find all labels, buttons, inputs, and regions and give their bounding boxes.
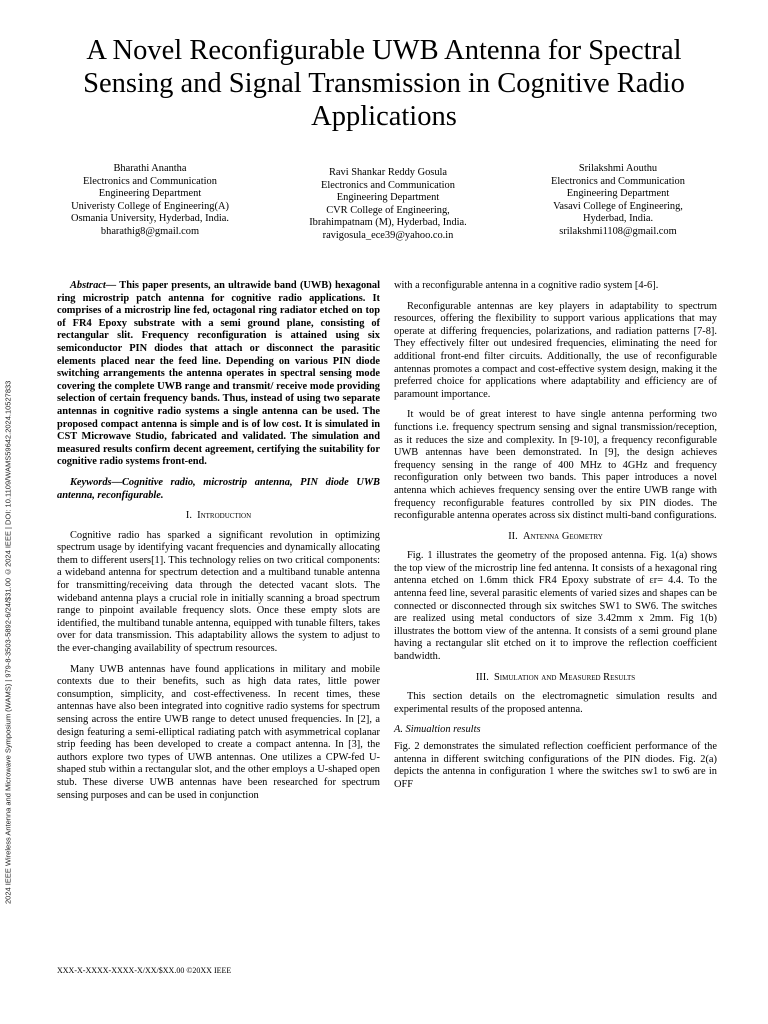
- author-affiliation: CVR College of Engineering,: [326, 204, 450, 216]
- paragraph: Fig. 1 illustrates the geometry of the proposed antenna. Fig. 1(a) shows the top view of the microstrip line fed antenna. It consists of a hexagonal ring antenna etched on 1.6mm thick FR4 Epoxy substrate of εr= 4.4. To the antenna feed line, several parasitic elements of varied sizes and shapes can be connected or disconnected through six switches SW1 to SW6. The switches are realized using metal conductors of size 3.42mm x 2mm. Fig 1(b) illustrates the bottom view of the antenna. It consists of a semi ground plane having a rectangular slit etched on it to improve the reflection coefficient bandwidth.: [394, 550, 717, 663]
- section-number: III.: [475, 671, 489, 683]
- abstract-label: Abstract—: [70, 280, 117, 291]
- paragraph: This section details on the electromagnetic simulation results and experimental results of the proposed antenna.: [394, 691, 717, 715]
- author-3: [508, 163, 728, 239]
- paragraph: Reconfigurable antennas are key players in adaptability to spectrum resources, offering the flexibility to support various applications that may operate at differing frequencies, polarizations, and radiation patterns [7-8]. They effectively filter out undesired frequencies, eliminating the need for additional front-end filter circuits. Additionally, the use of reconfigurable antennas promotes a compact and cost-effective system design, making it the preferred choice for applications where adaptability and efficiency are of paramount importance.: [394, 300, 717, 400]
- author-affiliation: Engineering Department: [566, 188, 670, 200]
- author-affiliation: Ibrahimpatnam (M), Hyderbad, India.: [309, 217, 467, 229]
- section-title: Antenna Geometry: [522, 530, 603, 542]
- author-2: [278, 167, 498, 243]
- author-affiliation: Electronics and Communication: [321, 179, 455, 191]
- author-block: [40, 163, 728, 243]
- section-heading-results: [394, 672, 717, 685]
- author-affiliation: Osmania University, Hyderbad, India.: [70, 213, 230, 225]
- author-affiliation: Engineering Department: [98, 188, 202, 200]
- right-column: [394, 280, 717, 799]
- author-affiliation: Vasavi College of Engineering,: [553, 200, 683, 212]
- subsection-heading: A. Simualtion results: [394, 724, 481, 736]
- paragraph: Fig. 2 demonstrates the simulated reflection coefficient performance of the antenna in different switching configurations of the PIN diodes. Fig. 2(a) depicts the antenna in configuration 1 where the switches sw1 to sw6 are in OFF: [394, 741, 717, 790]
- copyright-footer: XXX-X-XXXX-XXXX-X/XX/$XX.00 ©20XX IEEE: [57, 966, 232, 975]
- side-metadata: 2024 IEEE Wireless Antenna and Microwave Symposium (WAMS) | 979-8-3503-5892-6/24/$31.00 ©2024 IEEE | DOI: 10.1109/WAMS59642.2024.10527833: [3, 380, 13, 905]
- author-email: ravigosula_ece39@yahoo.co.in: [322, 229, 454, 241]
- left-column: [57, 280, 380, 810]
- author-name: Ravi Shankar Reddy Gosula: [328, 167, 448, 178]
- paragraph: Many UWB antennas have found applications in military and mobile contexts due to their benefits, such as high data rates, little power consumption, simplicity, and cost-effectiveness. In recent times, these antennas have also been integrated into cognitive radio systems for spectrum sensing across the entire UWB range to detect unused frequencies. In [2], a design featuring a semi-elliptical radiating patch with asymmetrical coplanar strip feeding has been developed to create a compact antenna. In [3], the authors explore two types of UWB antennas. One utilizes a CPW-fed U-shaped stub within a rectangular slot, and the other employs a U-shaped open stub. These diverse UWB antennas have been researched for spectrum sensing purposes and can be used in conjunction: [57, 663, 380, 801]
- abstract-text: This paper presents, an ultrawide band (UWB) hexagonal ring microstrip patch antenna for cognitive radio applications. It comprises of a microstrip line fed, octagonal ring radiator etched on top of FR4 Epoxy substrate with a semi ground plane, consisting of rectangular slit. Frequency reconfiguration is attained using six semiconductor PIN diodes that attach or disconnect the parasitic elements placed near the feed line. Depending on various PIN diode switching arrangements the antenna operates in spectral sensing mode covering the complete UWB range and transmit/ receive mode providing selection of certain frequency bands. Thus, instead of using two separate antennas in cognitive radio systems a single antenna can be used. The proposed compact antenna is simple and is of low cost. It is simulated in CST Microwave Studio, fabricated and validated. The simulation and measured results confirm decent agreement, certifying the suitability for cognitive radio systems front-end.: [57, 280, 380, 468]
- author-1: [40, 163, 260, 239]
- paper-title: A Novel Reconfigurable UWB Antenna for Spectral Sensing and Signal Transmission in Cognitive Radio Applications: [83, 35, 685, 132]
- section-title: Simulation and Measured Results: [494, 671, 636, 683]
- section-number: I.: [185, 510, 192, 522]
- section-number: II.: [508, 530, 518, 542]
- section-heading-introduction: [57, 510, 380, 523]
- author-name: Srilakshmi Aouthu: [578, 163, 658, 174]
- author-email: srilakshmi1108@gmail.com: [559, 225, 677, 237]
- author-affiliation: Engineering Department: [336, 192, 440, 204]
- keywords: Keywords—Cognitive radio, microstrip antenna, PIN diode UWB antenna, reconfigurable.: [57, 476, 380, 501]
- author-affiliation: Hyderbad, India.: [582, 213, 654, 225]
- author-email: bharathig8@gmail.com: [100, 225, 200, 237]
- paragraph: It would be of great interest to have single antenna performing two functions i.e. frequency spectrum sensing and signal transmission/reception, as it reduces the size and complexity. In [9-10], a frequency reconfigurable UWB antennas have been demonstrated. In [9], the design achieves frequency sensing in the range of 400 MHz to 4GHz and frequency reconfiguration only between two bands. This paper introduces a novel antenna which achieves frequency sensing over the entire UWB range with frequency reconfigurable features controlled by six PIN diodes. The reconfigurable antenna operates across six distinct multi-band configurations.: [394, 409, 717, 522]
- section-heading-antenna-geometry: [394, 531, 717, 544]
- paragraph: Cognitive radio has sparked a significant revolution in optimizing spectrum usage by identifying vacant frequencies and dynamically allocating them to different users[1]. This technology relies on two critical components: a wideband antenna for spectrum detection and a multiband tunable antenna for transmitting/receiving data through the detected vacant slots. The wideband antenna plays a crucial role in initially scanning a broad spectrum range to pinpoint available frequency slots. Once these empty slots are identified, the multiband tunable antenna, equipped with tunable filters, takes over for data transmission. This adaptability allows the system to adjust to the ever-changing availability of spectrum resources.: [57, 529, 380, 655]
- paragraph: with a reconfigurable antenna in a cognitive radio system [4-6].: [394, 280, 659, 291]
- author-affiliation: Electronics and Communication: [551, 175, 685, 187]
- author-affiliation: Univeristy College of Engineering(A): [71, 200, 229, 212]
- author-name: Bharathi Anantha: [113, 163, 187, 174]
- section-title: Introduction: [197, 510, 252, 522]
- abstract: [57, 280, 380, 469]
- author-affiliation: Electronics and Communication: [83, 175, 217, 187]
